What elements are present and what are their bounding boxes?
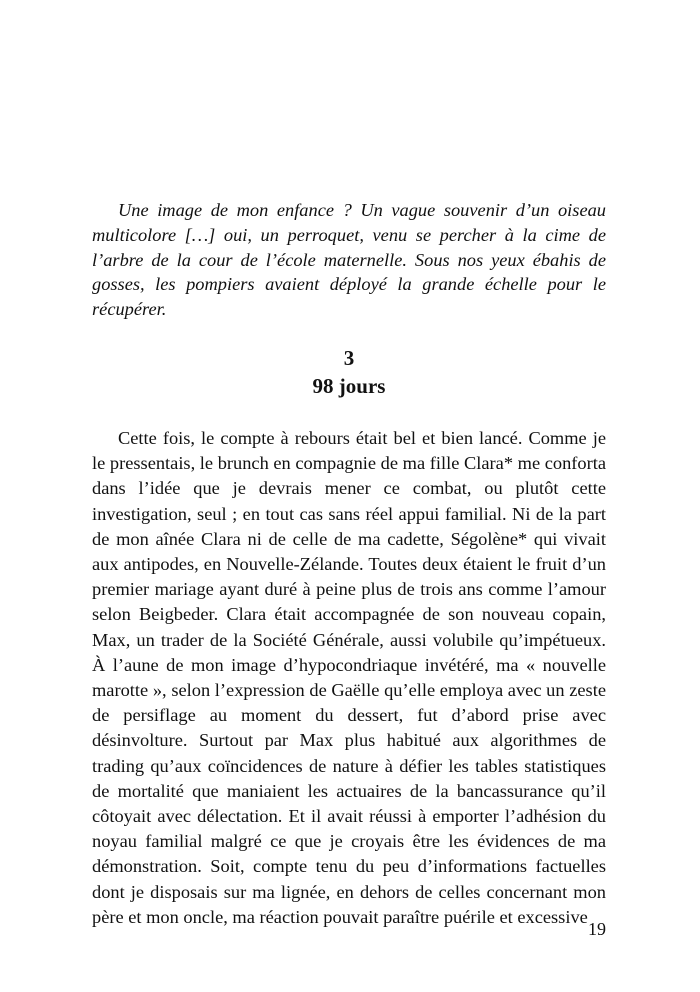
epigraph: Une image de mon enfance ? Un vague souvenir d’un oiseau multicolore […] oui, un perroquet, venu se percher à la cime de l’arbre de la cour de l’école maternelle. Sous nos yeux ébahis de gosses, les pompiers avaient déployé la grande échelle pour le récupérer. [92, 200, 606, 320]
page-number: 19 [588, 919, 606, 939]
chapter-number: 3 [343, 346, 355, 370]
body-paragraph: Cette fois, le compte à rebours était bel et bien lancé. Comme je le pressentais, le brunch en compagnie de ma fille Clara* me conforta dans l’idée que je devrais mener ce combat, ou plutôt cette investigation, seul ; en tout cas sans réel appui familial. Ni de la part de mon aînée Clara ni de celle de ma cadette, Ségolène* qui vivait aux antipodes, en Nouvelle-Zélande. Toutes deux étaient le fruit d’un premier mariage ayant duré à peine plus de trois ans comme l’amour selon Beigbeder. Clara était accompagnée de son nouveau copain, Max, un trader de la Société Générale, aussi volubile qu’impétueux. À l’aune de mon image d’hypocondriaque invétéré, ma « nouvelle marotte », selon l’expression de Gaëlle qu’elle employa avec un zeste de persiflage au moment du dessert, fut d’abord prise avec désinvolture. Surtout par Max plus habitué aux algorithmes de trading qu’aux coïncidences de nature à défier les tables statistiques de mortalité que maniaient les actuaires de la bancassurance qu’il côtoyait avec délectation. Et il avait réussi à emporter l’adhésion du noyau familial malgré ce que je croyais être les évidences de ma démonstration. Soit, compte tenu du peu d’informations factuelles dont je disposais sur ma lignée, en dehors de celles concernant mon père et mon oncle, ma réaction pouvait paraître puérile et excessive [92, 428, 606, 927]
chapter-title: 98 jours [312, 374, 386, 398]
